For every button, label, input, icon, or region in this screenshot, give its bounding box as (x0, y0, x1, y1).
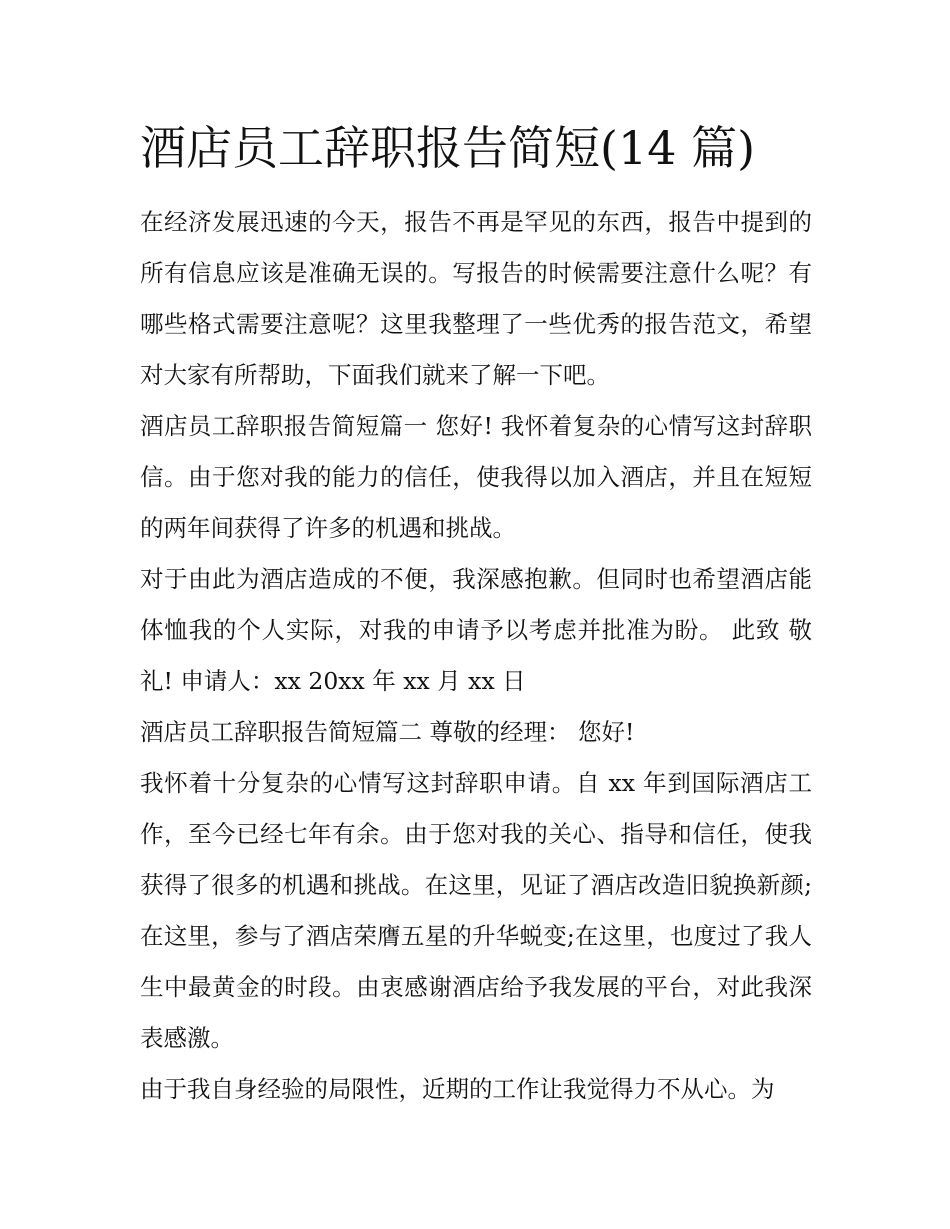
paragraph-letter-two-continued: 由于我自身经验的局限性，近期的工作让我觉得力不从心。为 (140, 1075, 775, 1103)
document-title: 酒店员工辞职报告简短(14 篇) (140, 121, 756, 175)
paragraph-letter-two-body: 我怀着十分复杂的心情写这封辞职申请。自 xx 年到国际酒店工作，至今已经七年有余。由于您对我的关心、指导和信任，使我获得了很多的机遇和挑战。在这里，见证了酒店改造旧貌换新颜;在这里，参与了酒店荣膺五星的升华蜕变;在这里，也度过了我人生中最黄金的时段。由衷感谢酒店给予我发展的平台，对此我深表感激。 (140, 769, 812, 1052)
document-body (140, 197, 812, 1115)
paragraph-letter-one: 酒店员工辞职报告简短篇一 您好! 我怀着复杂的心情写这封辞职信。由于您对我的能力的信任，使我得以加入酒店，并且在短短的两年间获得了许多的机遇和挑战。 (140, 412, 812, 542)
paragraph-letter-one-closing: 对于由此为酒店造成的不便，我深感抱歉。但同时也希望酒店能体恤我的个人实际，对我的申请予以考虑并批准为盼。 此致 敬礼! 申请人：xx 20xx 年 xx 月 xx 日 (140, 565, 812, 695)
paragraph-intro: 在经济发展迅速的今天，报告不再是罕见的东西，报告中提到的所有信息应该是准确无误的。写报告的时候需要注意什么呢？有哪些格式需要注意呢？这里我整理了一些优秀的报告范文，希望对大家有所帮助，下面我们就来了解一下吧。 (140, 208, 812, 389)
paragraph-letter-two-salutation: 酒店员工辞职报告简短篇二 尊敬的经理： 您好! (140, 718, 635, 746)
